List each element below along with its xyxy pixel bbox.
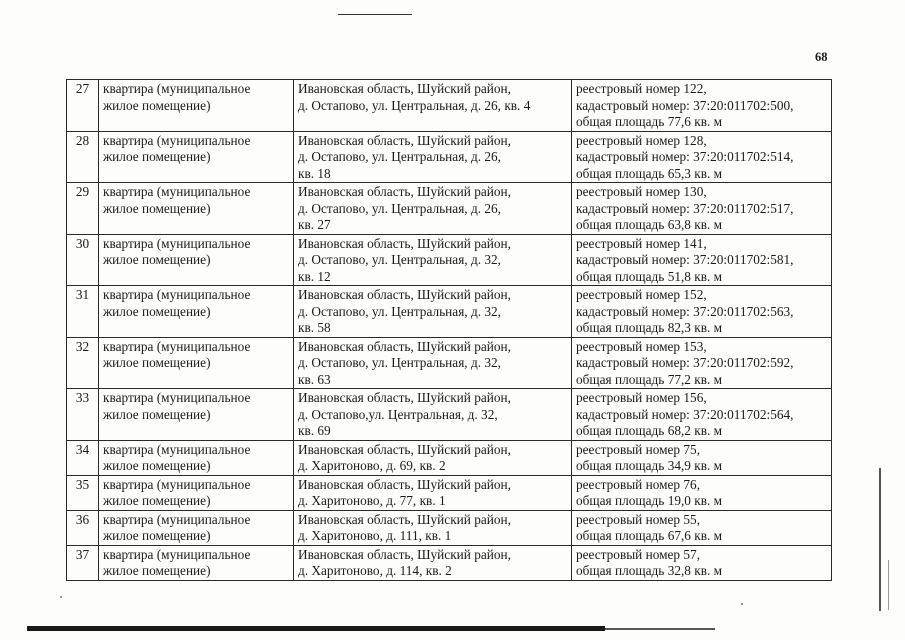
property-registry-table: [66, 79, 832, 581]
scan-bottom-bar: [27, 626, 605, 631]
table-row: [67, 389, 832, 441]
property-address: Ивановская область, Шуйский район, д. Остапово,ул. Центральная, д. 32, кв. 69: [294, 389, 572, 441]
property-address: Ивановская область, Шуйский район, д. Остапово, ул. Центральная, д. 26, кв. 27: [294, 183, 572, 235]
row-number: 29: [67, 183, 99, 235]
table-row: [67, 286, 832, 338]
property-type: квартира (муниципальное жилое помещение): [99, 545, 294, 580]
scan-speck: [60, 596, 62, 598]
scan-edge-line: [879, 468, 881, 611]
property-details: реестровый номер 153, кадастровый номер: 37:20:011702:592, общая площадь 77,2 кв. м: [572, 337, 832, 389]
property-details: реестровый номер 130, кадастровый номер: 37:20:011702:517, общая площадь 63,8 кв. м: [572, 183, 832, 235]
property-address: Ивановская область, Шуйский район, д. Остапово, ул. Центральная, д. 32, кв. 63: [294, 337, 572, 389]
property-details: реестровый номер 156, кадастровый номер: 37:20:011702:564, общая площадь 68,2 кв. м: [572, 389, 832, 441]
property-details: реестровый номер 122, кадастровый номер: 37:20:011702:500, общая площадь 77,6 кв. м: [572, 80, 832, 132]
property-address: Ивановская область, Шуйский район, д. Харитоново, д. 69, кв. 2: [294, 440, 572, 475]
scan-speck: [741, 603, 743, 605]
page-number: 68: [815, 50, 828, 64]
property-address: Ивановская область, Шуйский район, д. Харитоново, д. 111, кв. 1: [294, 510, 572, 545]
table-row: [67, 131, 832, 183]
row-number: 33: [67, 389, 99, 441]
property-type: квартира (муниципальное жилое помещение): [99, 337, 294, 389]
property-details: реестровый номер 76, общая площадь 19,0 кв. м: [572, 475, 832, 510]
property-type: квартира (муниципальное жилое помещение): [99, 440, 294, 475]
table-row: [67, 337, 832, 389]
property-address: Ивановская область, Шуйский район, д. Остапово, ул. Центральная, д. 32, кв. 58: [294, 286, 572, 338]
property-type: квартира (муниципальное жилое помещение): [99, 389, 294, 441]
property-type: квартира (муниципальное жилое помещение): [99, 286, 294, 338]
property-details: реестровый номер 57, общая площадь 32,8 кв. м: [572, 545, 832, 580]
property-type: квартира (муниципальное жилое помещение): [99, 510, 294, 545]
row-number: 32: [67, 337, 99, 389]
property-details: реестровый номер 128, кадастровый номер: 37:20:011702:514, общая площадь 65,3 кв. м: [572, 131, 832, 183]
scan-bottom-line: [605, 628, 715, 630]
property-address: Ивановская область, Шуйский район, д. Харитоново, д. 77, кв. 1: [294, 475, 572, 510]
row-number: 27: [67, 80, 99, 132]
property-address: Ивановская область, Шуйский район, д. Остапово, ул. Центральная, д. 32, кв. 12: [294, 234, 572, 286]
row-number: 36: [67, 510, 99, 545]
table-row: [67, 234, 832, 286]
property-details: реестровый номер 141, кадастровый номер: 37:20:011702:581, общая площадь 51,8 кв. м: [572, 234, 832, 286]
row-number: 28: [67, 131, 99, 183]
property-type: квартира (муниципальное жилое помещение): [99, 131, 294, 183]
property-type: квартира (муниципальное жилое помещение): [99, 183, 294, 235]
row-number: 31: [67, 286, 99, 338]
row-number: 30: [67, 234, 99, 286]
row-number: 35: [67, 475, 99, 510]
scan-edge-line: [888, 560, 889, 610]
property-details: реестровый номер 152, кадастровый номер: 37:20:011702:563, общая площадь 82,3 кв. м: [572, 286, 832, 338]
property-details: реестровый номер 75, общая площадь 34,9 кв. м: [572, 440, 832, 475]
table-row: [67, 440, 832, 475]
property-details: реестровый номер 55, общая площадь 67,6 кв. м: [572, 510, 832, 545]
row-number: 34: [67, 440, 99, 475]
table-row: [67, 510, 832, 545]
row-number: 37: [67, 545, 99, 580]
table-row: [67, 183, 832, 235]
property-address: Ивановская область, Шуйский район, д. Остапово, ул. Центральная, д. 26, кв. 4: [294, 80, 572, 132]
table-row: [67, 545, 832, 580]
property-address: Ивановская область, Шуйский район, д. Остапово, ул. Центральная, д. 26, кв. 18: [294, 131, 572, 183]
property-type: квартира (муниципальное жилое помещение): [99, 80, 294, 132]
table-row: [67, 475, 832, 510]
table-row: [67, 80, 832, 132]
top-rule: [338, 14, 412, 15]
property-type: квартира (муниципальное жилое помещение): [99, 234, 294, 286]
property-address: Ивановская область, Шуйский район, д. Харитоново, д. 114, кв. 2: [294, 545, 572, 580]
property-type: квартира (муниципальное жилое помещение): [99, 475, 294, 510]
